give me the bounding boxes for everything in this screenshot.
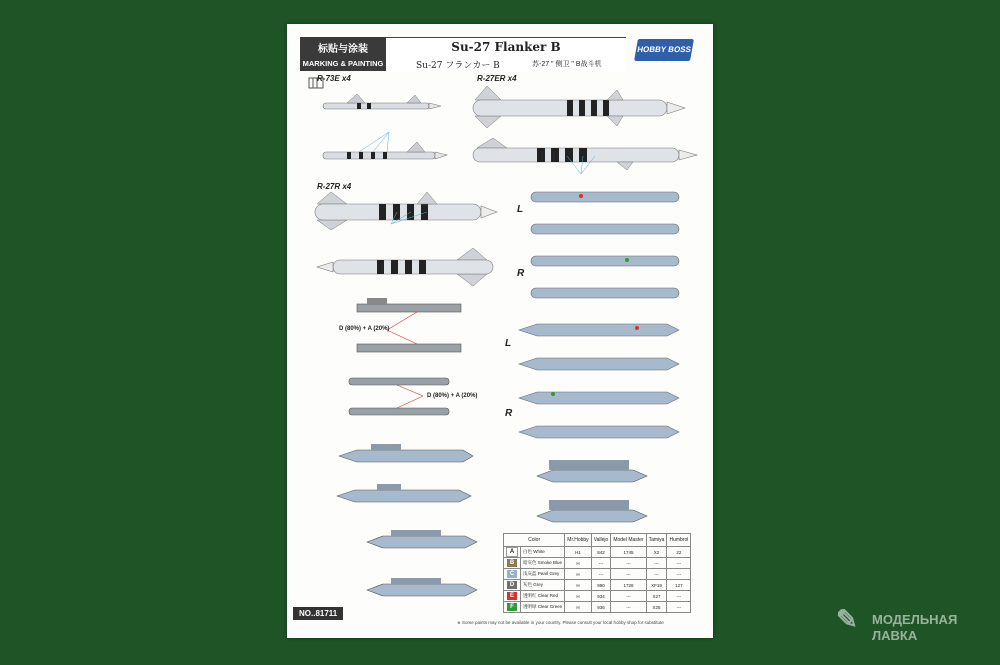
swatch-b: B [507,559,517,567]
missile-r27r-bottom [317,248,493,286]
header-humbrol: Humbrol [667,534,691,547]
header-vallejo: Vallejo [591,534,611,547]
missile-r27r-top [315,192,497,230]
watermark [836,604,996,650]
cell-humbrol: --- [667,569,691,580]
color-row [504,591,691,602]
missile-r73e-bottom [323,142,447,159]
cell-mm: --- [611,591,646,602]
cell-mr: H [565,569,591,580]
color-key [504,558,521,569]
header-title-cn: 标贴与涂装 [318,44,368,55]
cell-mr: H [565,602,591,613]
color-row [504,558,691,569]
color-name: 灰色 Grey [521,580,565,591]
cell-vallejo: 934 [591,591,611,602]
label-mix-2: D (80%) + A (20%) [427,393,478,399]
cell-humbrol: --- [667,591,691,602]
brand-logo: HOBBY BOSS [634,39,694,61]
cell-mm: --- [611,558,646,569]
header-title-en: MARKING & PAINTING [302,59,384,68]
watermark-line2: ЛАВКА [872,628,918,643]
model-title: Su-27 Flanker B [451,40,561,54]
color-row [504,580,691,591]
swatch-e: E [507,592,517,600]
header-modelmaster: Model Master [611,534,646,547]
paint-footnote: ※ Some paints may not be available in your country. Please consult your local hobby shop for substitute [457,620,664,625]
cell-vallejo: 990 [591,580,611,591]
cell-vallejo: --- [591,558,611,569]
color-key [504,580,521,591]
color-key [504,591,521,602]
side-l-1: L [517,204,524,215]
color-name: 浅灰蓝 Pearl Grey [521,569,565,580]
side-r-2: R [505,408,513,419]
cell-humbrol: 22 [667,547,691,558]
swatch-d: D [507,581,517,589]
instruction-sheet [287,24,713,638]
cell-mm: --- [611,602,646,613]
fuel-tanks-set-2 [519,324,679,438]
missile-r27er-bottom [473,138,697,170]
cell-humbrol: 127 [667,580,691,591]
mix-lines [387,312,423,408]
cell-humbrol: --- [667,558,691,569]
swatch-c: C [507,570,517,578]
label-r27er: R-27ER x4 [477,74,517,83]
color-key [504,569,521,580]
cell-tamiya: X25 [646,602,667,613]
cell-tamiya: X2 [646,547,667,558]
label-r73e: R-73E x4 [317,74,351,83]
swatch-f: F [507,603,517,611]
cell-vallejo: --- [591,569,611,580]
swatch-a: A [506,547,518,557]
cell-tamiya: XF19 [646,580,667,591]
cell-mr: H1 [565,547,591,558]
header-color: Color [504,534,565,547]
model-subtitle-cn: 苏-27 " 侧卫 " B战斗机 [532,61,602,68]
label-r27r: R-27R x4 [317,182,352,191]
fuel-tanks-set-1 [531,192,679,298]
cell-tamiya: X27 [646,591,667,602]
color-table [503,533,691,613]
missile-r73e-top [323,94,441,109]
cell-mm: 1745 [611,547,646,558]
header-tamiya: Tamiya [646,534,667,547]
color-key [504,602,521,613]
cell-vallejo: 842 [591,547,611,558]
model-subtitle-jp: Su-27 フランカー B [416,61,500,71]
missile-r27er-top [473,86,685,128]
cell-tamiya: --- [646,558,667,569]
watermark-line1: МОДЕЛЬНАЯ [872,612,958,627]
header-mrhobby: Mr.Hobby [565,534,591,547]
cell-tamiya: --- [646,569,667,580]
color-name: 透明绿 Clear Green [521,602,565,613]
color-row [504,547,691,558]
color-row [504,569,691,580]
color-row [504,602,691,613]
cell-mm: --- [611,569,646,580]
color-table-header [504,534,691,547]
cell-vallejo: 936 [591,602,611,613]
cell-mr: H [565,580,591,591]
cell-mm: 1728 [611,580,646,591]
side-l-2: L [505,338,512,349]
color-name: 白色 White [521,547,565,558]
watermark-logo-icon: ✎ [836,604,858,634]
side-r-1: R [517,268,525,279]
color-name: 暗灰色 Smoke Blue [521,558,565,569]
cell-mr: H [565,558,591,569]
cell-humbrol: --- [667,602,691,613]
cell-mr: H [565,591,591,602]
product-code: NO..81711 [293,607,343,620]
color-key [504,547,521,558]
label-mix-1: D (80%) + A (20%) [339,326,390,332]
color-name: 透明红 Clear Red [521,591,565,602]
